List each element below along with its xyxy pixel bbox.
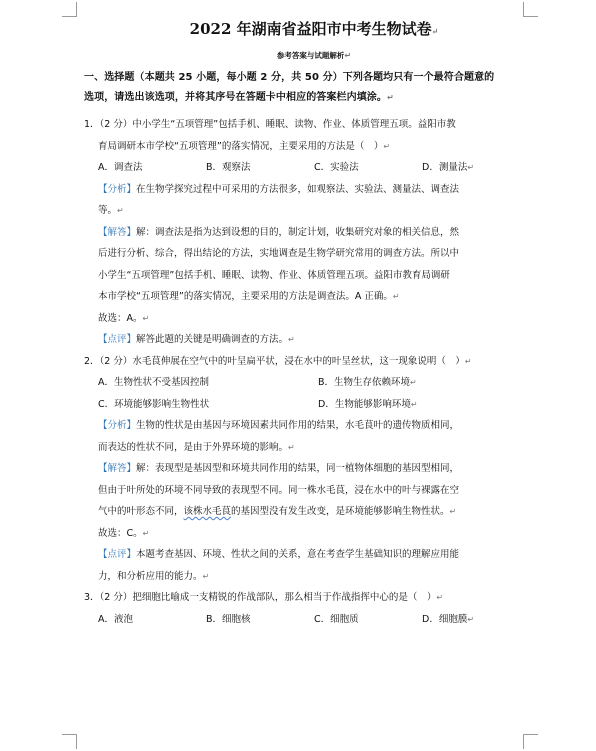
question-2: 2．（2 分）水毛茛伸展在空气中的叶呈扁平状，浸在水中的叶呈丝状，这一现象说明（ ）↵ A．生物性状不受基因控制 B．生物生存依赖环境↵ C．环境能够影响生物性状 D．生物能够影响环境↵ 【分析】生物的性状是由基因与环境因素共同作用的结果，水毛茛叶的遗传物质相同， 而表达的性状不同，是由于外界环境的影响。↵ 【解答】解：表现型是基因型和环境共同作用的结果，同一植物体细胞的基因型相同， 但由于叶所处的环境不同导致的表现型不同。同一株水毛茛，浸在水中的叶与裸露在空 气中的叶形态不同，该株水毛茛的基因型没有发生改变，是环境能够影响生物性状。↵ 故选：C。↵ 【点评】本题考查基因、环境、性状之间的关系，意在考查学生基础知识的理解应用能 力，和分析应用的能力。↵: [84, 351, 544, 588]
question-2-answer: 【解答】解：表现型是基因型和环境共同作用的结果，同一植物体细胞的基因型相同，: [98, 463, 460, 474]
crop-mark-bottom-left: [62, 734, 77, 749]
document-subtitle: 参考答案与试题解析↵: [276, 51, 352, 60]
spellcheck-underline: 该株水毛茛: [183, 506, 232, 517]
question-2-choice: 故选：C。↵: [98, 527, 150, 539]
question-1-options: [84, 157, 544, 179]
crop-mark-bottom-right: [523, 734, 538, 749]
option-b: B．生物生存依赖环境↵: [318, 377, 417, 388]
option-c: C．环境能够影响生物性状: [98, 398, 210, 410]
question-1: 1．（2 分）中小学生“五项管理”包括手机、睡眠、读物、作业、体质管理五项。益阳市教 育局调研本市学校“五项管理”的落实情况，主要采用的方法是（ ）↵ A．调查法 B．观察法 C．实验法 D．测量法↵ 【分析】在生物学探究过程中可采用的方法很多，如观察法、实验法、测量法、调查法 等。↵ 【解答】解：调查法是指为达到设想的目的，制定计划，收集研究对象的相关信息，然 后进行分析、综合，得出结论的方法，实地调查是生物学研究常用的调查方法。所以中 小学生“五项管理”包括手机、睡眠、读物、作业、体质管理五项。益阳市教育局调研 本市学校“五项管理”的落实情况，主要采用的方法是调查法。A 正确。↵ 故选：A。↵ 【点评】解答此题的关键是明确调查的方法。↵: [84, 114, 544, 351]
option-c: C．实验法: [314, 162, 359, 173]
option-d: D．细胞膜↵: [422, 613, 475, 625]
question-2-analysis: 【分析】生物的性状是由基因与环境因素共同作用的结果，水毛茛叶的遗传物质相同，: [98, 420, 460, 431]
question-2-options: [84, 372, 544, 394]
question-1-answer: 【解答】解：调查法是指为达到设想的目的，制定计划，收集研究对象的相关信息，然: [98, 226, 460, 238]
question-1-stem: 1．（2 分）中小学生“五项管理”包括手机、睡眠、读物、作业、体质管理五项。益阳市教: [84, 119, 456, 130]
question-3-options: [84, 609, 544, 631]
option-a: A．液泡: [98, 613, 133, 625]
option-d: D．测量法↵: [422, 162, 475, 173]
question-1-review: 【点评】解答此题的关键是明确调查的方法。↵: [98, 334, 295, 345]
crop-mark-top-left: [62, 2, 77, 17]
option-a: A．调查法: [98, 162, 143, 173]
question-1-analysis: 【分析】在生物学探究过程中可采用的方法很多，如观察法、实验法、测量法、调查法: [98, 183, 460, 195]
document-title: 2022 年湖南省益阳市中考生物试卷↵: [189, 20, 439, 38]
question-2-review: 【点评】本题考查基因、环境、性状之间的关系，意在考查学生基础知识的理解应用能: [98, 549, 460, 560]
crop-mark-top-right: [523, 2, 538, 17]
document-page: [84, 18, 544, 630]
section-heading: 一、选择题（本题共 25 小题，每小题 2 分，共 50 分）下列各题均只有一个最符合题意的 选项，请选出该选项，并将其序号在答题卡中相应的答案栏内填涂。↵: [84, 72, 495, 103]
option-c: C．细胞质: [314, 613, 359, 625]
option-d: D．生物能够影响环境↵: [318, 398, 418, 410]
option-b: B．观察法: [206, 162, 251, 173]
question-3-stem: 3．（2 分）把细胞比喻成一支精锐的作战部队，那么相当于作战指挥中心的是（ ）↵: [84, 592, 444, 603]
option-b: B．细胞核: [206, 613, 251, 625]
question-3: [84, 587, 544, 630]
option-a: A．生物性状不受基因控制: [98, 377, 209, 388]
question-2-stem: 2．（2 分）水毛茛伸展在空气中的叶呈扁平状，浸在水中的叶呈丝状，这一现象说明（ ）↵: [84, 355, 472, 367]
question-1-choice: 故选：A。↵: [98, 312, 150, 324]
